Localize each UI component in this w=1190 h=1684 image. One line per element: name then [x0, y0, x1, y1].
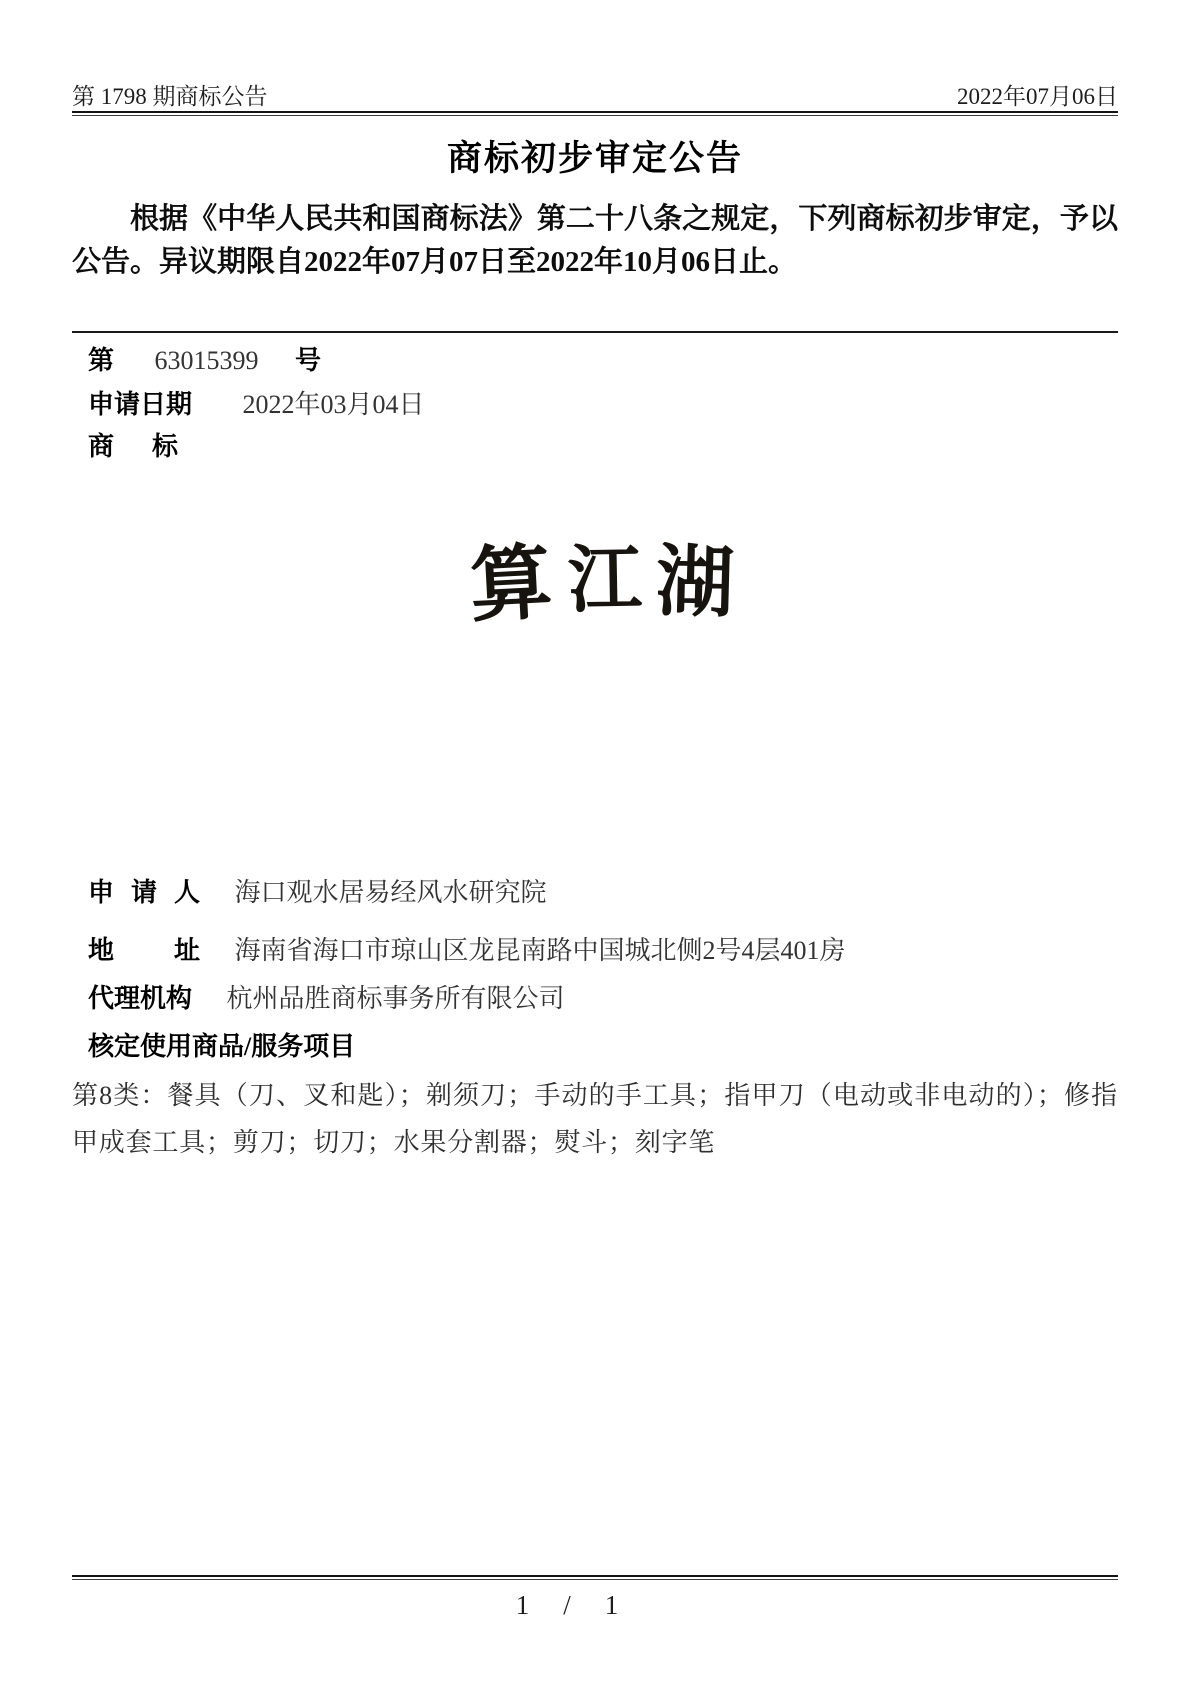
applicant-row	[72, 872, 1118, 909]
number-suffix-label: 号	[295, 346, 322, 375]
date-label: 申请日期	[88, 390, 193, 419]
goods-heading: 核定使用商品/服务项目	[88, 1032, 356, 1061]
page-total: 1	[604, 1590, 619, 1620]
gazette-issue: 第 1798 期商标公告	[72, 84, 268, 109]
application-date-row	[72, 384, 1118, 421]
agent-row	[72, 978, 1118, 1015]
notice-paragraph: 根据《中华人民共和国商标法》第二十八条之规定，下列商标初步审定，予以公告。异议期限自2022年07月07日至2022年10月06日止。	[72, 203, 1118, 278]
agent-name: 杭州品胜商标事务所有限公司	[226, 984, 565, 1013]
address-label: 地址	[88, 936, 200, 965]
trademark-image	[0, 500, 1190, 665]
trademark-char: 江	[567, 538, 643, 623]
document-title: 商标初步审定公告	[446, 139, 743, 178]
address-row	[72, 930, 1118, 967]
trademark-char: 算	[467, 536, 555, 632]
application-number: 63015399	[154, 346, 259, 375]
goods-list: 第8类：餐具（刀、叉和匙）；剃须刀；手动的手工具；指甲刀（电动或非电动的）；修指甲成套工具；剪刀；切刀；水果分割器；熨斗；刻字笔	[72, 1081, 1118, 1157]
footer-rule	[72, 1575, 1118, 1580]
application-number-row	[72, 340, 1118, 377]
trademark-char: 湖	[654, 537, 736, 627]
address-value: 海南省海口市琼山区龙昆南路中国城北侧2号4层401房	[234, 936, 846, 965]
applicant-name: 海口观水居易经风水研究院	[234, 878, 547, 907]
application-date: 2022年03月04日	[242, 390, 425, 419]
header-rule	[72, 111, 1118, 116]
record-rule	[72, 331, 1118, 333]
page-header	[72, 78, 1118, 111]
applicant-label: 申请人	[88, 878, 200, 907]
page-number	[44, 1590, 1090, 1621]
mark-label: 商标	[88, 432, 178, 461]
trademark-calligraphy	[467, 536, 736, 632]
agent-label: 代理机构	[88, 984, 193, 1013]
page-current: 1	[515, 1590, 530, 1620]
page-separator: /	[563, 1590, 571, 1620]
number-prefix-label: 第	[88, 346, 115, 375]
gazette-date: 2022年07月06日	[957, 84, 1118, 109]
mark-label-row	[72, 426, 1118, 463]
